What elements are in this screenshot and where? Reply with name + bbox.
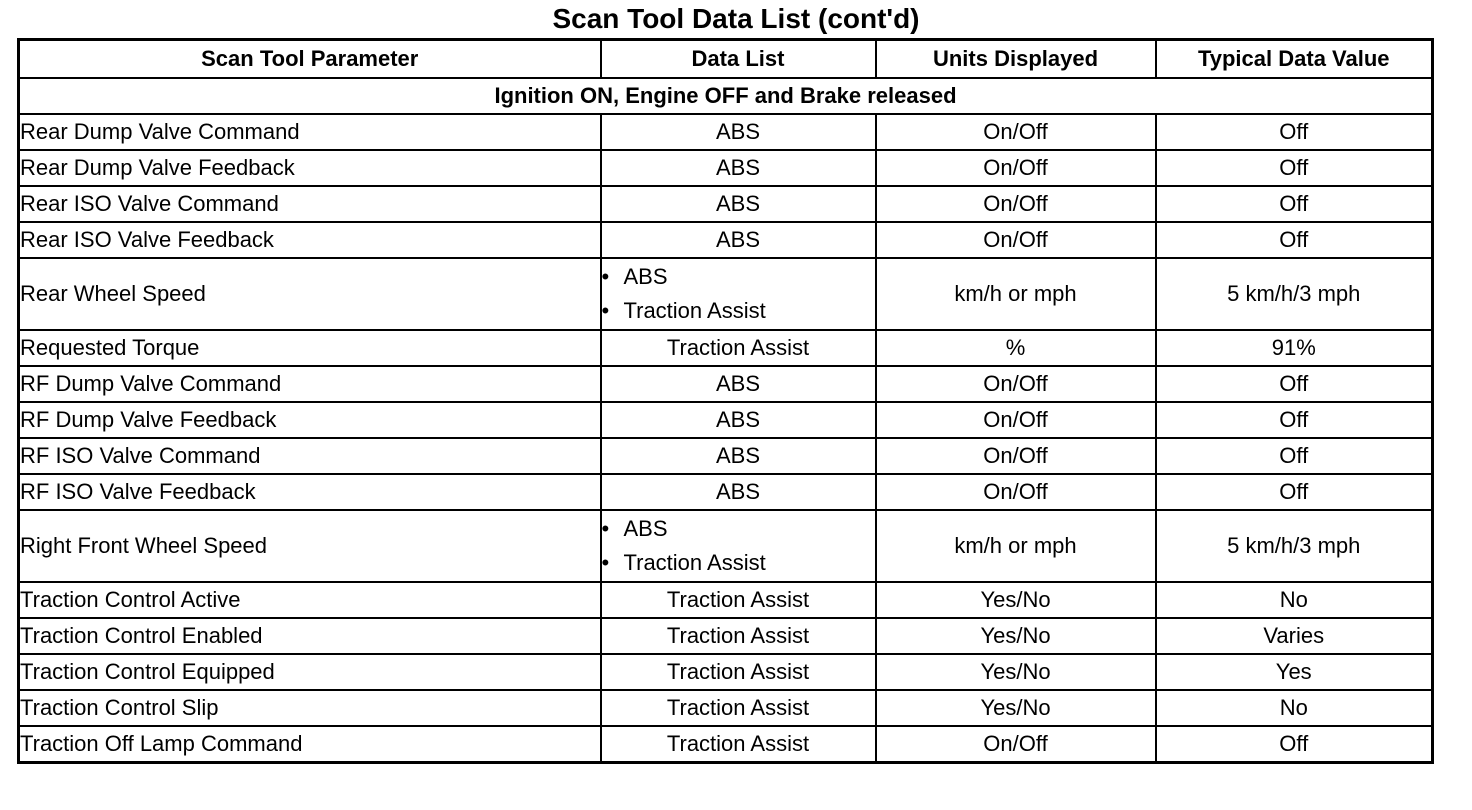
- bullet-icon: •: [601, 550, 610, 575]
- table-row: [19, 150, 1433, 186]
- bullet-icon: •: [601, 298, 610, 323]
- table-row: [19, 474, 1433, 510]
- cell-parameter: Rear Dump Valve Command: [19, 114, 601, 150]
- section-row: [19, 78, 1433, 114]
- cell-data-list: [601, 258, 876, 330]
- cell-parameter: Traction Control Active: [19, 582, 601, 618]
- header-units-displayed: Units Displayed: [876, 40, 1156, 79]
- cell-parameter: Traction Off Lamp Command: [19, 726, 601, 763]
- cell-typical-data-value: 5 km/h/3 mph: [1156, 510, 1433, 582]
- data-list-item-label: ABS: [623, 516, 668, 541]
- cell-parameter: Rear ISO Valve Command: [19, 186, 601, 222]
- cell-typical-data-value: 5 km/h/3 mph: [1156, 258, 1433, 330]
- bullet-icon: •: [601, 516, 610, 541]
- cell-typical-data-value: Off: [1156, 114, 1433, 150]
- cell-units-displayed: Yes/No: [876, 690, 1156, 726]
- data-list-item: [602, 294, 875, 328]
- cell-units-displayed: Yes/No: [876, 582, 1156, 618]
- cell-parameter: Rear Wheel Speed: [19, 258, 601, 330]
- cell-typical-data-value: Off: [1156, 222, 1433, 258]
- table-row: [19, 258, 1433, 330]
- cell-units-displayed: On/Off: [876, 150, 1156, 186]
- cell-units-displayed: On/Off: [876, 726, 1156, 763]
- cell-units-displayed: On/Off: [876, 402, 1156, 438]
- header-parameter: Scan Tool Parameter: [19, 40, 601, 79]
- cell-data-list: Traction Assist: [601, 654, 876, 690]
- cell-parameter: Right Front Wheel Speed: [19, 510, 601, 582]
- cell-parameter: RF Dump Valve Feedback: [19, 402, 601, 438]
- cell-data-list: Traction Assist: [601, 726, 876, 763]
- cell-data-list: Traction Assist: [601, 582, 876, 618]
- cell-data-list: ABS: [601, 186, 876, 222]
- cell-typical-data-value: Off: [1156, 474, 1433, 510]
- cell-parameter: Requested Torque: [19, 330, 601, 366]
- document-title: Scan Tool Data List (cont'd): [552, 3, 920, 34]
- section-label: Ignition ON, Engine OFF and Brake released: [19, 78, 1433, 114]
- cell-typical-data-value: 91%: [1156, 330, 1433, 366]
- cell-typical-data-value: Varies: [1156, 618, 1433, 654]
- cell-units-displayed: %: [876, 330, 1156, 366]
- cell-data-list: ABS: [601, 150, 876, 186]
- cell-data-list: ABS: [601, 438, 876, 474]
- cell-parameter: RF ISO Valve Feedback: [19, 474, 601, 510]
- cell-units-displayed: km/h or mph: [876, 510, 1156, 582]
- header-typical-data-value: Typical Data Value: [1156, 40, 1433, 79]
- cell-data-list: ABS: [601, 222, 876, 258]
- table-row: [19, 402, 1433, 438]
- data-list-item: [602, 546, 875, 580]
- cell-parameter: RF Dump Valve Command: [19, 366, 601, 402]
- data-list-bullets: [602, 512, 875, 580]
- cell-data-list: ABS: [601, 402, 876, 438]
- data-list-item-label: Traction Assist: [623, 550, 766, 575]
- table-header-row: [19, 40, 1433, 79]
- scan-tool-data-table: [17, 38, 1434, 764]
- cell-typical-data-value: Off: [1156, 438, 1433, 474]
- cell-typical-data-value: Off: [1156, 150, 1433, 186]
- cell-data-list: ABS: [601, 114, 876, 150]
- cell-data-list: [601, 510, 876, 582]
- data-list-bullets: [602, 260, 875, 328]
- cell-data-list: Traction Assist: [601, 330, 876, 366]
- header-data-list: Data List: [601, 40, 876, 79]
- cell-typical-data-value: Yes: [1156, 654, 1433, 690]
- data-list-item: [602, 260, 875, 294]
- data-list-item-label: Traction Assist: [623, 298, 766, 323]
- table-row: [19, 654, 1433, 690]
- cell-parameter: Traction Control Enabled: [19, 618, 601, 654]
- table-body: [19, 78, 1433, 763]
- data-list-item: [602, 512, 875, 546]
- table-row: [19, 186, 1433, 222]
- table-row: [19, 618, 1433, 654]
- table-row: [19, 114, 1433, 150]
- cell-parameter: Rear ISO Valve Feedback: [19, 222, 601, 258]
- table-row: [19, 582, 1433, 618]
- cell-parameter: Rear Dump Valve Feedback: [19, 150, 601, 186]
- cell-units-displayed: On/Off: [876, 222, 1156, 258]
- cell-units-displayed: Yes/No: [876, 618, 1156, 654]
- cell-units-displayed: Yes/No: [876, 654, 1156, 690]
- cell-parameter: RF ISO Valve Command: [19, 438, 601, 474]
- table-row: [19, 438, 1433, 474]
- cell-units-displayed: On/Off: [876, 186, 1156, 222]
- data-list-item-label: ABS: [623, 264, 668, 289]
- cell-data-list: ABS: [601, 474, 876, 510]
- cell-typical-data-value: Off: [1156, 366, 1433, 402]
- table-row: [19, 690, 1433, 726]
- cell-typical-data-value: Off: [1156, 186, 1433, 222]
- cell-parameter: Traction Control Equipped: [19, 654, 601, 690]
- cell-units-displayed: On/Off: [876, 438, 1156, 474]
- table-row: [19, 726, 1433, 763]
- cell-parameter: Traction Control Slip: [19, 690, 601, 726]
- table-row: [19, 510, 1433, 582]
- cell-data-list: Traction Assist: [601, 618, 876, 654]
- cell-typical-data-value: No: [1156, 582, 1433, 618]
- table-row: [19, 330, 1433, 366]
- cell-data-list: Traction Assist: [601, 690, 876, 726]
- cell-units-displayed: On/Off: [876, 474, 1156, 510]
- table-row: [19, 222, 1433, 258]
- cell-typical-data-value: No: [1156, 690, 1433, 726]
- cell-units-displayed: On/Off: [876, 114, 1156, 150]
- bullet-icon: •: [601, 264, 610, 289]
- table-row: [19, 366, 1433, 402]
- cell-units-displayed: km/h or mph: [876, 258, 1156, 330]
- cell-typical-data-value: Off: [1156, 402, 1433, 438]
- cell-typical-data-value: Off: [1156, 726, 1433, 763]
- cell-data-list: ABS: [601, 366, 876, 402]
- cell-units-displayed: On/Off: [876, 366, 1156, 402]
